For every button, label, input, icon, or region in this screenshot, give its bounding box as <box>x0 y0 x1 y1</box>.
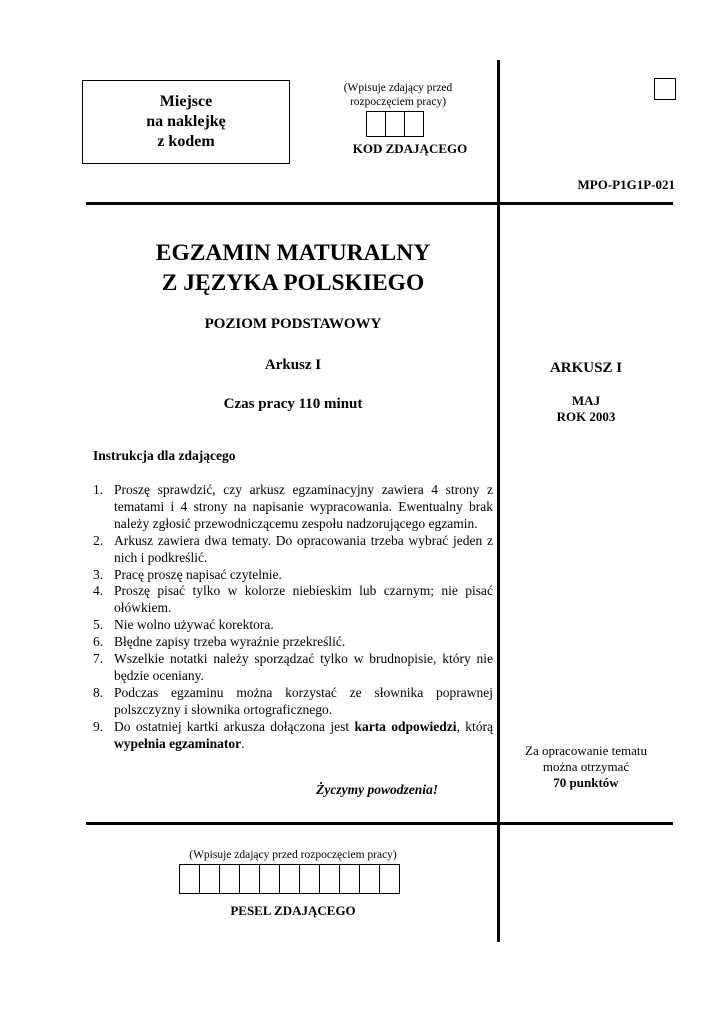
instruction-text: Wszelkie notatki należy sporządzać tylko w brudnopisie, który nie będzie oceniany. <box>114 651 493 683</box>
instruction-number: 6. <box>93 634 104 650</box>
instruction-item <box>93 583 493 617</box>
exam-code: MPO-P1G1P-021 <box>577 177 675 192</box>
instruction-number: 2. <box>93 532 104 548</box>
instruction-item <box>93 482 493 533</box>
instruction-text: . <box>241 735 245 751</box>
instruction-item <box>93 719 493 753</box>
instruction-number: 7. <box>93 651 104 667</box>
side-year: ROK 2003 <box>556 409 616 424</box>
instruction-item <box>93 567 493 584</box>
pesel-cells <box>179 864 400 894</box>
pesel-cell[interactable] <box>259 864 280 894</box>
pesel-cell[interactable] <box>359 864 380 894</box>
instruction-number: 4. <box>93 583 104 599</box>
pesel-note: (Wpisuje zdający przed rozpoczęciem pracy) <box>189 849 397 861</box>
instruction-text: Pracę proszę napisać czytelnie. <box>114 566 282 582</box>
instruction-text: Arkusz zawiera dwa tematy. Do opracowania trzeba wybrać jeden z nich i podkreślić. <box>114 532 493 565</box>
sticker-line: Miejsce <box>159 93 213 110</box>
corner-checkbox[interactable] <box>654 78 676 100</box>
exam-level: POZIOM PODSTAWOWY <box>204 316 382 332</box>
code-label: KOD ZDAJĄCEGO <box>352 141 468 156</box>
instruction-item <box>93 651 493 685</box>
instruction-text-bold: karta odpowiedzi <box>354 718 457 734</box>
instruction-text: Nie wolno używać korektora. <box>114 617 274 633</box>
code-note-line: (Wpisuje zdający przed <box>343 82 453 94</box>
code-cell[interactable] <box>385 111 405 137</box>
exam-time: Czas pracy 110 minut <box>223 396 363 412</box>
side-points-info <box>500 743 672 791</box>
pesel-cell[interactable] <box>239 864 260 894</box>
sticker-placeholder-box <box>82 80 290 164</box>
pesel-cell[interactable] <box>279 864 300 894</box>
pesel-cell[interactable] <box>219 864 240 894</box>
code-note-line: rozpoczęciem pracy) <box>349 96 447 108</box>
instruction-number: 8. <box>93 684 104 700</box>
instruction-text: , którą <box>456 718 493 734</box>
instruction-text: Do ostatniej kartki arkusza dołączona jest <box>114 718 355 734</box>
exam-title-line: Z JĘZYKA POLSKIEGO <box>161 270 425 296</box>
sticker-line: z kodem <box>157 133 215 150</box>
instruction-number: 1. <box>93 482 104 497</box>
pesel-cell[interactable] <box>299 864 320 894</box>
instruction-item <box>93 685 493 719</box>
code-cells <box>366 111 424 137</box>
instruction-number: 3. <box>93 566 104 582</box>
side-points-line: Za opracowanie tematu <box>525 743 647 758</box>
pesel-cell[interactable] <box>379 864 400 894</box>
instruction-number: 5. <box>93 617 104 633</box>
code-cell[interactable] <box>366 111 386 137</box>
side-points-value: 70 punktów <box>553 775 619 790</box>
instructions-list <box>93 482 493 753</box>
exam-title-line: EGZAMIN MATURALNY <box>155 240 431 266</box>
side-month: MAJ <box>571 393 601 408</box>
pesel-cell[interactable] <box>199 864 220 894</box>
instruction-text: Proszę pisać tylko w kolorze niebieskim lub czarnym; nie pisać ołówkiem. <box>114 583 493 616</box>
instructions-title: Instrukcja dla zdającego <box>93 448 236 463</box>
bottom-divider <box>86 822 673 825</box>
vertical-divider <box>497 60 500 942</box>
instruction-item <box>93 617 493 634</box>
instruction-text-bold: wypełnia egzaminator <box>114 735 242 751</box>
side-date <box>500 393 672 425</box>
pesel-cell[interactable] <box>339 864 360 894</box>
good-luck-wish: Życzymy powodzenia! <box>316 782 438 797</box>
instruction-text: Proszę sprawdzić, czy arkusz egzaminacyjny zawiera 4 strony z tematami i 4 strony na napisanie wypracowania. Ewentualny brak należy zgłosić przewodniczącemu zespołu nadzorującego egzamin. <box>114 482 493 531</box>
pesel-cell[interactable] <box>179 864 200 894</box>
side-points-line: można otrzymać <box>542 759 630 774</box>
instruction-item <box>93 634 493 651</box>
code-note <box>318 81 478 109</box>
pesel-cell[interactable] <box>319 864 340 894</box>
instruction-text: Błędne zapisy trzeba wyraźnie przekreślić. <box>114 634 346 650</box>
exam-title <box>88 238 498 298</box>
side-sheet: ARKUSZ I <box>549 360 623 376</box>
sticker-line: na naklejkę <box>146 113 226 130</box>
top-divider <box>86 202 673 205</box>
instruction-text: Podczas egzaminu można korzystać ze słownika poprawnej polszczyzny i słownika ortograficznego. <box>114 684 493 717</box>
code-cell[interactable] <box>404 111 424 137</box>
instruction-number: 9. <box>93 718 104 734</box>
exam-sheet: Arkusz I <box>264 357 322 373</box>
pesel-label: PESEL ZDAJĄCEGO <box>230 903 356 918</box>
instruction-item <box>93 533 493 567</box>
